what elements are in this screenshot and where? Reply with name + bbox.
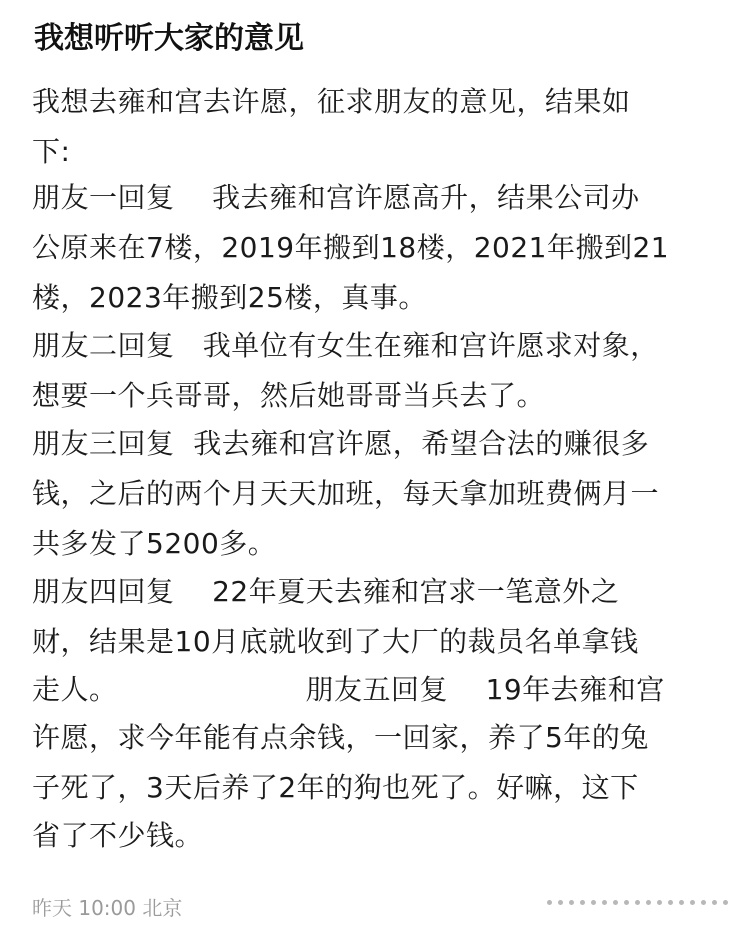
- post-line: 公原来在7楼，2019年搬到18楼，2021年搬到21: [32, 231, 670, 264]
- dot: [712, 900, 717, 905]
- post-line: 走人。 朋友五回复 19年去雍和宫: [32, 673, 665, 706]
- post-meta: 昨天 10:00 北京: [32, 896, 183, 920]
- dot: [569, 900, 574, 905]
- post-line: 子死了，3天后养了2年的狗也死了。好嘛，这下: [32, 771, 639, 804]
- post-line: 共多发了5200多。: [32, 527, 277, 560]
- dot: [723, 900, 728, 905]
- dot: [679, 900, 684, 905]
- dot: [547, 900, 552, 905]
- dot: [580, 900, 585, 905]
- dot: [646, 900, 651, 905]
- more-dots-icon[interactable]: [547, 900, 728, 905]
- post-line: 我想去雍和宫去许愿，征求朋友的意见，结果如: [32, 85, 631, 118]
- post-line: 朋友四回复 22年夏天去雍和宫求一笔意外之: [32, 575, 620, 608]
- post-line: 下:: [32, 135, 71, 168]
- post-line: 财，结果是10月底就收到了大厂的裁员名单拿钱: [32, 625, 639, 658]
- post-line: 朋友一回复 我去雍和宫许愿高升，结果公司办: [32, 181, 640, 214]
- dot: [591, 900, 596, 905]
- dot: [613, 900, 618, 905]
- dot: [558, 900, 563, 905]
- dot: [701, 900, 706, 905]
- post-line: 许愿，求今年能有点余钱，一回家，养了5年的兔: [32, 721, 649, 754]
- dot: [602, 900, 607, 905]
- post-line: 朋友三回复 我去雍和宫许愿，希望合法的赚很多: [32, 427, 650, 460]
- post-line: 朋友二回复 我单位有女生在雍和宫许愿求对象，: [32, 329, 659, 362]
- dot: [668, 900, 673, 905]
- post-line: 楼，2023年搬到25楼，真事。: [32, 281, 427, 314]
- post-line: 省了不少钱。: [32, 819, 204, 852]
- dot: [690, 900, 695, 905]
- dot: [657, 900, 662, 905]
- post-line: 想要一个兵哥哥，然后她哥哥当兵去了。: [32, 379, 546, 412]
- dot: [624, 900, 629, 905]
- post-line: 钱，之后的两个月天天加班，每天拿加班费俩月一: [32, 477, 660, 510]
- dot: [635, 900, 640, 905]
- post-title: 我想听听大家的意见: [34, 21, 304, 56]
